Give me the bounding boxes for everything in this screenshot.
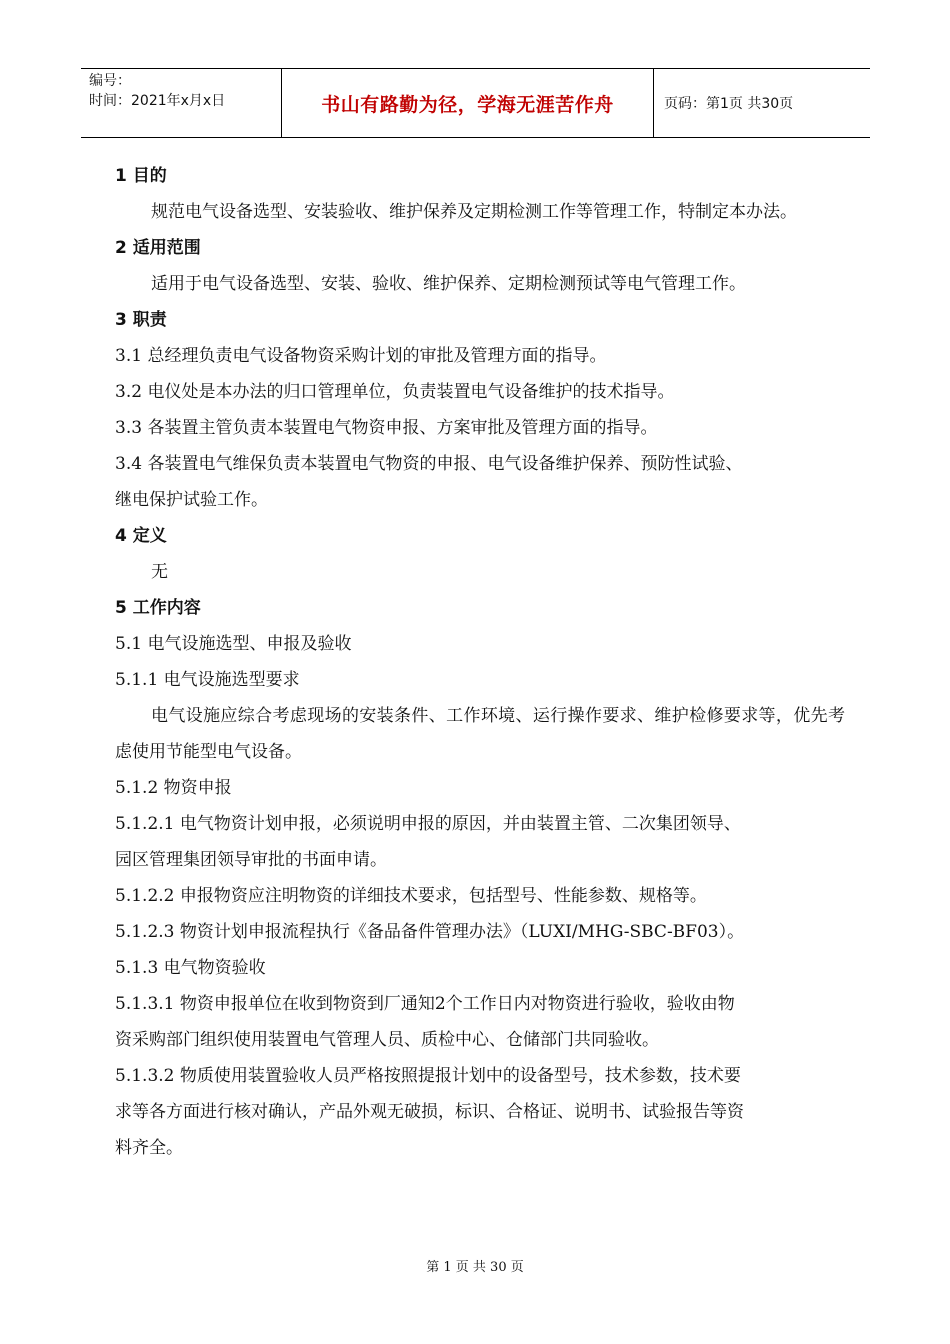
section-5-1-3-2-line2: 求等各方面进行核对确认，产品外观无破损，标识、合格证、说明书、试验报告等资 [115,1102,744,1122]
section-5-1-3: 5.1.3 电气物资验收 [115,958,266,978]
section-5-1-2-1-line2: 园区管理集团领导审批的书面申请。 [115,850,387,870]
section-5-1-3-1-line2: 资采购部门组织使用装置电气管理人员、质检中心、仓储部门共同验收。 [115,1030,659,1050]
section-5-title: 5 工作内容 [115,598,201,618]
section-5-1-3-2-line3: 料齐全。 [115,1138,183,1158]
page-header [81,68,870,138]
section-3-2: 3.2 电仪处是本办法的归口管理单位，负责装置电气设备维护的技术指导。 [115,382,675,402]
header-motto: 书山有路勤为径，学海无涯苦作舟 [282,69,654,137]
section-5-1-1: 5.1.1 电气设施选型要求 [115,670,300,690]
section-4-title: 4 定义 [115,526,167,546]
section-3-4-line1: 3.4 各装置电气维保负责本装置电气物资的申报、电气设备维护保养、预防性试验、 [115,454,743,474]
section-5-1-2-1-line1: 5.1.2.1 电气物资计划申报，必须说明申报的原因，并由装置主管、二次集团领导、 [115,814,741,834]
code-label: 编号： [89,73,131,89]
section-2-text: 适用于电气设备选型、安装、验收、维护保养、定期检测预试等电气管理工作。 [151,274,746,294]
section-2-title: 2 适用范围 [115,238,201,258]
section-5-1-1-text: 电气设施应综合考虑现场的安装条件、工作环境、运行操作要求、维护检修要求等，优先考虑使用节能型电气设备。 [115,706,845,762]
header-page-info: 页码：第1页 共30页 [664,96,794,112]
section-1-title: 1 目的 [115,166,167,186]
section-3-title: 3 职责 [115,310,167,330]
section-5-1-2-2: 5.1.2.2 申报物资应注明物资的详细技术要求，包括型号、性能参数、规格等。 [115,886,707,906]
section-5-1-3-1-line1: 5.1.3.1 物资申报单位在收到物资到厂通知2个工作日内对物资进行验收，验收由物 [115,994,735,1014]
section-5-1-2-3: 5.1.2.3 物资计划申报流程执行《备品备件管理办法》（LUXI/MHG-SBC-BF03）。 [115,922,745,942]
section-5-1-3-2-line1: 5.1.3.2 物质使用装置验收人员严格按照提报计划中的设备型号，技术参数，技术要 [115,1066,741,1086]
date-label: 时间：2021年x月x日 [89,93,226,109]
page-footer: 第 1 页 共 30 页 [426,1260,524,1275]
section-3-1: 3.1 总经理负责电气设备物资采购计划的审批及管理方面的指导。 [115,346,607,366]
section-3-3: 3.3 各装置主管负责本装置电气物资申报、方案审批及管理方面的指导。 [115,418,658,438]
section-3-4-line2: 继电保护试验工作。 [115,490,268,510]
document-body [115,158,845,1166]
section-4-text: 无 [151,562,168,582]
section-5-1: 5.1 电气设施选型、申报及验收 [115,634,352,654]
section-5-1-2: 5.1.2 物资申报 [115,778,232,798]
header-left-cell [81,69,282,137]
section-1-text: 规范电气设备选型、安装验收、维护保养及定期检测工作等管理工作，特制定本办法。 [151,202,797,222]
